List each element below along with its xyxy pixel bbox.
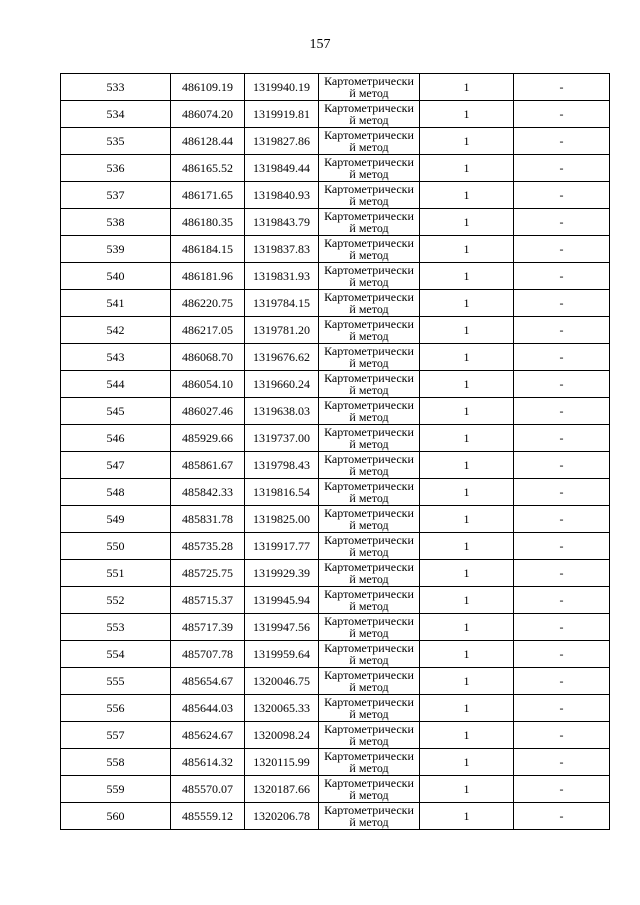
coordinates-table bbox=[60, 73, 610, 830]
method-cell bbox=[319, 101, 420, 128]
precision-cell: 1 bbox=[420, 479, 514, 506]
point-number-cell: 546 bbox=[61, 425, 171, 452]
method-line-1: Картометрически bbox=[324, 452, 414, 466]
point-number-cell: 537 bbox=[61, 182, 171, 209]
x-coordinate-cell: 486220.75 bbox=[171, 290, 245, 317]
y-coordinate-cell: 1319781.20 bbox=[245, 317, 319, 344]
table-row bbox=[61, 74, 610, 101]
table-row bbox=[61, 668, 610, 695]
method-line-1: Картометрически bbox=[324, 263, 414, 277]
description-cell: - bbox=[514, 344, 610, 371]
method-line-2: й метод bbox=[349, 437, 389, 451]
point-number-cell: 541 bbox=[61, 290, 171, 317]
y-coordinate-cell: 1319798.43 bbox=[245, 452, 319, 479]
method-cell bbox=[319, 398, 420, 425]
table-row bbox=[61, 236, 610, 263]
precision-cell: 1 bbox=[420, 506, 514, 533]
description-cell: - bbox=[514, 371, 610, 398]
x-coordinate-cell: 486068.70 bbox=[171, 344, 245, 371]
method-cell bbox=[319, 209, 420, 236]
y-coordinate-cell: 1319660.24 bbox=[245, 371, 319, 398]
point-number-cell: 559 bbox=[61, 776, 171, 803]
y-coordinate-cell: 1319959.64 bbox=[245, 641, 319, 668]
point-number-cell: 542 bbox=[61, 317, 171, 344]
y-coordinate-cell: 1319840.93 bbox=[245, 182, 319, 209]
method-cell bbox=[319, 344, 420, 371]
description-cell: - bbox=[514, 128, 610, 155]
precision-cell: 1 bbox=[420, 668, 514, 695]
y-coordinate-cell: 1319737.00 bbox=[245, 425, 319, 452]
point-number-cell: 554 bbox=[61, 641, 171, 668]
precision-cell: 1 bbox=[420, 533, 514, 560]
table-row bbox=[61, 722, 610, 749]
precision-cell: 1 bbox=[420, 317, 514, 344]
method-line-2: й метод bbox=[349, 167, 389, 181]
table-row bbox=[61, 209, 610, 236]
method-line-1: Картометрически bbox=[324, 317, 414, 331]
y-coordinate-cell: 1319917.77 bbox=[245, 533, 319, 560]
description-cell: - bbox=[514, 560, 610, 587]
description-cell: - bbox=[514, 587, 610, 614]
table-row bbox=[61, 344, 610, 371]
method-line-2: й метод bbox=[349, 410, 389, 424]
method-line-2: й метод bbox=[349, 707, 389, 721]
method-line-2: й метод bbox=[349, 653, 389, 667]
table-row bbox=[61, 776, 610, 803]
precision-cell: 1 bbox=[420, 803, 514, 830]
point-number-cell: 552 bbox=[61, 587, 171, 614]
point-number-cell: 551 bbox=[61, 560, 171, 587]
method-line-1: Картометрически bbox=[324, 128, 414, 142]
precision-cell: 1 bbox=[420, 749, 514, 776]
point-number-cell: 560 bbox=[61, 803, 171, 830]
table-row bbox=[61, 560, 610, 587]
description-cell: - bbox=[514, 533, 610, 560]
precision-cell: 1 bbox=[420, 74, 514, 101]
description-cell: - bbox=[514, 182, 610, 209]
method-line-1: Картометрически bbox=[324, 290, 414, 304]
y-coordinate-cell: 1320065.33 bbox=[245, 695, 319, 722]
table-row bbox=[61, 479, 610, 506]
precision-cell: 1 bbox=[420, 425, 514, 452]
x-coordinate-cell: 485654.67 bbox=[171, 668, 245, 695]
table-row bbox=[61, 263, 610, 290]
method-line-1: Картометрически bbox=[324, 371, 414, 385]
method-cell bbox=[319, 74, 420, 101]
x-coordinate-cell: 485861.67 bbox=[171, 452, 245, 479]
description-cell: - bbox=[514, 614, 610, 641]
point-number-cell: 548 bbox=[61, 479, 171, 506]
method-line-1: Картометрически bbox=[324, 587, 414, 601]
x-coordinate-cell: 486217.05 bbox=[171, 317, 245, 344]
method-line-1: Картометрически bbox=[324, 668, 414, 682]
y-coordinate-cell: 1320206.78 bbox=[245, 803, 319, 830]
table-row bbox=[61, 641, 610, 668]
precision-cell: 1 bbox=[420, 155, 514, 182]
description-cell: - bbox=[514, 695, 610, 722]
point-number-cell: 555 bbox=[61, 668, 171, 695]
method-line-1: Картометрически bbox=[324, 749, 414, 763]
description-cell: - bbox=[514, 398, 610, 425]
table-row bbox=[61, 101, 610, 128]
x-coordinate-cell: 486054.10 bbox=[171, 371, 245, 398]
y-coordinate-cell: 1319827.86 bbox=[245, 128, 319, 155]
y-coordinate-cell: 1320115.99 bbox=[245, 749, 319, 776]
method-line-2: й метод bbox=[349, 815, 389, 829]
table-row bbox=[61, 425, 610, 452]
y-coordinate-cell: 1319919.81 bbox=[245, 101, 319, 128]
y-coordinate-cell: 1319929.39 bbox=[245, 560, 319, 587]
method-cell bbox=[319, 506, 420, 533]
method-line-2: й метод bbox=[349, 356, 389, 370]
x-coordinate-cell: 485725.75 bbox=[171, 560, 245, 587]
precision-cell: 1 bbox=[420, 722, 514, 749]
method-line-1: Картометрически bbox=[324, 641, 414, 655]
x-coordinate-cell: 485717.39 bbox=[171, 614, 245, 641]
method-line-1: Картометрически bbox=[324, 398, 414, 412]
y-coordinate-cell: 1319676.62 bbox=[245, 344, 319, 371]
y-coordinate-cell: 1319947.56 bbox=[245, 614, 319, 641]
description-cell: - bbox=[514, 506, 610, 533]
method-line-1: Картометрически bbox=[324, 344, 414, 358]
page-number: 157 bbox=[309, 37, 331, 52]
method-line-1: Картометрически bbox=[324, 155, 414, 169]
x-coordinate-cell: 485707.78 bbox=[171, 641, 245, 668]
method-line-2: й метод bbox=[349, 734, 389, 748]
method-cell bbox=[319, 587, 420, 614]
precision-cell: 1 bbox=[420, 182, 514, 209]
point-number-cell: 550 bbox=[61, 533, 171, 560]
point-number-cell: 535 bbox=[61, 128, 171, 155]
method-line-2: й метод bbox=[349, 275, 389, 289]
point-number-cell: 553 bbox=[61, 614, 171, 641]
method-cell bbox=[319, 236, 420, 263]
x-coordinate-cell: 486109.19 bbox=[171, 74, 245, 101]
x-coordinate-cell: 485624.67 bbox=[171, 722, 245, 749]
y-coordinate-cell: 1319849.44 bbox=[245, 155, 319, 182]
point-number-cell: 556 bbox=[61, 695, 171, 722]
method-line-2: й метод bbox=[349, 626, 389, 640]
description-cell: - bbox=[514, 641, 610, 668]
x-coordinate-cell: 486180.35 bbox=[171, 209, 245, 236]
method-line-1: Картометрически bbox=[324, 614, 414, 628]
point-number-cell: 533 bbox=[61, 74, 171, 101]
precision-cell: 1 bbox=[420, 344, 514, 371]
point-number-cell: 539 bbox=[61, 236, 171, 263]
point-number-cell: 536 bbox=[61, 155, 171, 182]
method-cell bbox=[319, 776, 420, 803]
method-line-2: й метод bbox=[349, 383, 389, 397]
precision-cell: 1 bbox=[420, 641, 514, 668]
description-cell: - bbox=[514, 803, 610, 830]
method-line-2: й метод bbox=[349, 464, 389, 478]
precision-cell: 1 bbox=[420, 452, 514, 479]
table-row bbox=[61, 290, 610, 317]
table-row bbox=[61, 452, 610, 479]
method-line-2: й метод bbox=[349, 788, 389, 802]
point-number-cell: 534 bbox=[61, 101, 171, 128]
point-number-cell: 557 bbox=[61, 722, 171, 749]
description-cell: - bbox=[514, 776, 610, 803]
method-cell bbox=[319, 155, 420, 182]
method-line-2: й метод bbox=[349, 572, 389, 586]
method-cell bbox=[319, 668, 420, 695]
method-line-2: й метод bbox=[349, 302, 389, 316]
method-line-2: й метод bbox=[349, 761, 389, 775]
method-line-2: й метод bbox=[349, 329, 389, 343]
method-line-1: Картометрически bbox=[324, 722, 414, 736]
method-line-2: й метод bbox=[349, 86, 389, 100]
point-number-cell: 543 bbox=[61, 344, 171, 371]
precision-cell: 1 bbox=[420, 290, 514, 317]
table-row bbox=[61, 128, 610, 155]
method-line-2: й метод bbox=[349, 599, 389, 613]
description-cell: - bbox=[514, 290, 610, 317]
method-cell bbox=[319, 479, 420, 506]
table-row bbox=[61, 587, 610, 614]
description-cell: - bbox=[514, 74, 610, 101]
precision-cell: 1 bbox=[420, 128, 514, 155]
method-line-1: Картометрически bbox=[324, 425, 414, 439]
x-coordinate-cell: 485644.03 bbox=[171, 695, 245, 722]
y-coordinate-cell: 1319784.15 bbox=[245, 290, 319, 317]
precision-cell: 1 bbox=[420, 236, 514, 263]
method-cell bbox=[319, 290, 420, 317]
precision-cell: 1 bbox=[420, 560, 514, 587]
precision-cell: 1 bbox=[420, 101, 514, 128]
description-cell: - bbox=[514, 101, 610, 128]
y-coordinate-cell: 1319843.79 bbox=[245, 209, 319, 236]
method-line-2: й метод bbox=[349, 194, 389, 208]
method-cell bbox=[319, 749, 420, 776]
x-coordinate-cell: 485735.28 bbox=[171, 533, 245, 560]
method-cell bbox=[319, 641, 420, 668]
description-cell: - bbox=[514, 155, 610, 182]
method-cell bbox=[319, 803, 420, 830]
table-row bbox=[61, 182, 610, 209]
description-cell: - bbox=[514, 317, 610, 344]
point-number-cell: 547 bbox=[61, 452, 171, 479]
table-row bbox=[61, 614, 610, 641]
method-cell bbox=[319, 263, 420, 290]
y-coordinate-cell: 1319825.00 bbox=[245, 506, 319, 533]
method-cell bbox=[319, 533, 420, 560]
method-line-1: Картометрически bbox=[324, 776, 414, 790]
method-line-1: Картометрически bbox=[324, 506, 414, 520]
x-coordinate-cell: 486181.96 bbox=[171, 263, 245, 290]
description-cell: - bbox=[514, 263, 610, 290]
x-coordinate-cell: 485842.33 bbox=[171, 479, 245, 506]
description-cell: - bbox=[514, 722, 610, 749]
method-line-1: Картометрически bbox=[324, 803, 414, 817]
x-coordinate-cell: 485570.07 bbox=[171, 776, 245, 803]
method-line-2: й метод bbox=[349, 545, 389, 559]
table-row bbox=[61, 803, 610, 830]
method-cell bbox=[319, 695, 420, 722]
y-coordinate-cell: 1320046.75 bbox=[245, 668, 319, 695]
description-cell: - bbox=[514, 452, 610, 479]
method-line-1: Картометрически bbox=[324, 101, 414, 115]
y-coordinate-cell: 1319940.19 bbox=[245, 74, 319, 101]
table-row bbox=[61, 749, 610, 776]
method-line-2: й метод bbox=[349, 680, 389, 694]
description-cell: - bbox=[514, 668, 610, 695]
y-coordinate-cell: 1319816.54 bbox=[245, 479, 319, 506]
y-coordinate-cell: 1319945.94 bbox=[245, 587, 319, 614]
method-line-2: й метод bbox=[349, 140, 389, 154]
point-number-cell: 558 bbox=[61, 749, 171, 776]
y-coordinate-cell: 1319831.93 bbox=[245, 263, 319, 290]
x-coordinate-cell: 486074.20 bbox=[171, 101, 245, 128]
precision-cell: 1 bbox=[420, 371, 514, 398]
x-coordinate-cell: 486184.15 bbox=[171, 236, 245, 263]
method-cell bbox=[319, 560, 420, 587]
x-coordinate-cell: 486165.52 bbox=[171, 155, 245, 182]
precision-cell: 1 bbox=[420, 695, 514, 722]
method-line-2: й метод bbox=[349, 113, 389, 127]
description-cell: - bbox=[514, 236, 610, 263]
point-number-cell: 544 bbox=[61, 371, 171, 398]
method-line-1: Картометрически bbox=[324, 209, 414, 223]
x-coordinate-cell: 485614.32 bbox=[171, 749, 245, 776]
point-number-cell: 545 bbox=[61, 398, 171, 425]
precision-cell: 1 bbox=[420, 614, 514, 641]
table-row bbox=[61, 317, 610, 344]
table-row bbox=[61, 371, 610, 398]
x-coordinate-cell: 486027.46 bbox=[171, 398, 245, 425]
point-number-cell: 540 bbox=[61, 263, 171, 290]
precision-cell: 1 bbox=[420, 398, 514, 425]
table-row bbox=[61, 155, 610, 182]
method-line-1: Картометрически bbox=[324, 479, 414, 493]
method-cell bbox=[319, 317, 420, 344]
method-line-1: Картометрически bbox=[324, 74, 414, 88]
table-body bbox=[61, 74, 610, 830]
x-coordinate-cell: 485831.78 bbox=[171, 506, 245, 533]
x-coordinate-cell: 485929.66 bbox=[171, 425, 245, 452]
table-row bbox=[61, 695, 610, 722]
table-row bbox=[61, 506, 610, 533]
description-cell: - bbox=[514, 425, 610, 452]
precision-cell: 1 bbox=[420, 776, 514, 803]
y-coordinate-cell: 1320187.66 bbox=[245, 776, 319, 803]
method-cell bbox=[319, 452, 420, 479]
method-cell bbox=[319, 722, 420, 749]
method-cell bbox=[319, 182, 420, 209]
description-cell: - bbox=[514, 749, 610, 776]
x-coordinate-cell: 485715.37 bbox=[171, 587, 245, 614]
y-coordinate-cell: 1320098.24 bbox=[245, 722, 319, 749]
method-cell bbox=[319, 128, 420, 155]
point-number-cell: 549 bbox=[61, 506, 171, 533]
method-line-2: й метод bbox=[349, 518, 389, 532]
x-coordinate-cell: 486171.65 bbox=[171, 182, 245, 209]
method-line-1: Картометрически bbox=[324, 182, 414, 196]
method-line-2: й метод bbox=[349, 248, 389, 262]
method-line-2: й метод bbox=[349, 491, 389, 505]
method-line-2: й метод bbox=[349, 221, 389, 235]
method-line-1: Картометрически bbox=[324, 236, 414, 250]
description-cell: - bbox=[514, 209, 610, 236]
y-coordinate-cell: 1319638.03 bbox=[245, 398, 319, 425]
point-number-cell: 538 bbox=[61, 209, 171, 236]
precision-cell: 1 bbox=[420, 587, 514, 614]
method-line-1: Картометрически bbox=[324, 533, 414, 547]
method-cell bbox=[319, 371, 420, 398]
precision-cell: 1 bbox=[420, 263, 514, 290]
table-row bbox=[61, 533, 610, 560]
table-row bbox=[61, 398, 610, 425]
method-cell bbox=[319, 425, 420, 452]
x-coordinate-cell: 486128.44 bbox=[171, 128, 245, 155]
method-cell bbox=[319, 614, 420, 641]
precision-cell: 1 bbox=[420, 209, 514, 236]
x-coordinate-cell: 485559.12 bbox=[171, 803, 245, 830]
y-coordinate-cell: 1319837.83 bbox=[245, 236, 319, 263]
method-line-1: Картометрически bbox=[324, 695, 414, 709]
method-line-1: Картометрически bbox=[324, 560, 414, 574]
description-cell: - bbox=[514, 479, 610, 506]
